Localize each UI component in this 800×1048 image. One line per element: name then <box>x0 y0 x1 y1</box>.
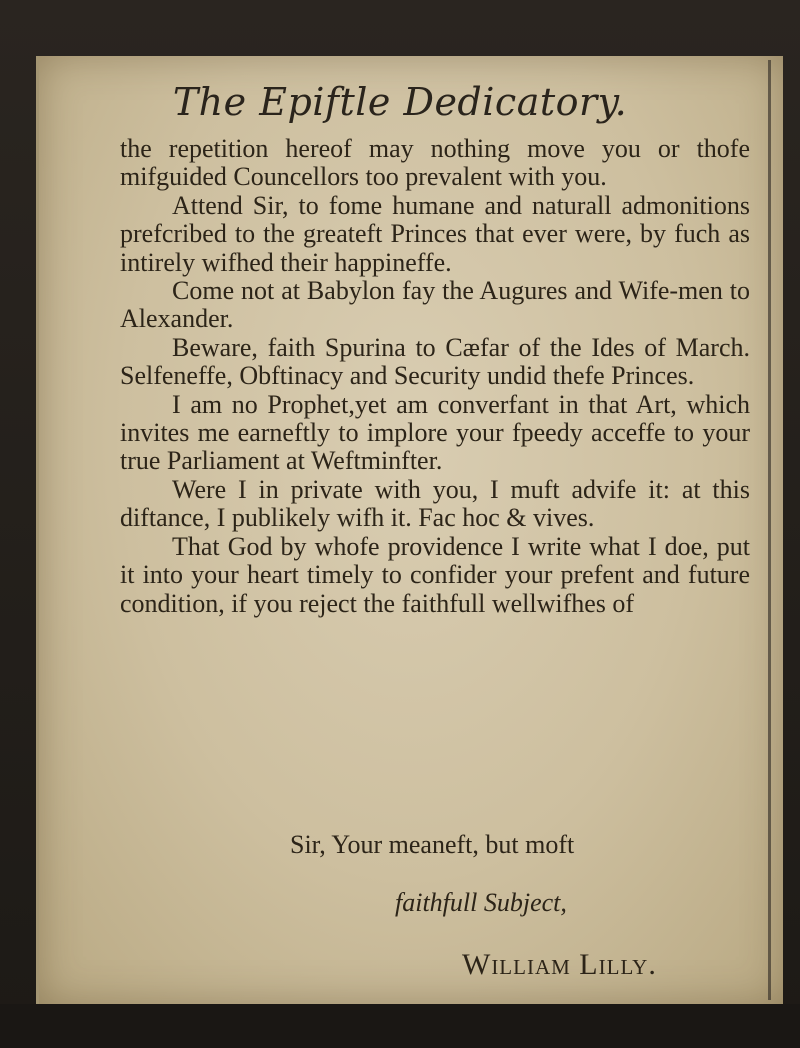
paragraph-2: Attend Sir, to fome humane and naturall admonitions prefcribed to the greateft Princes that ever were, by fuch as intirely wifhed their happineffe. <box>120 190 750 277</box>
paragraph-3: Come not at Babylon fay the Augures and Wife-men to Alexander. <box>120 276 750 334</box>
closing-line-1: Sir, Your meaneft, but moft <box>290 830 575 859</box>
paragraph-1: the repetition hereof may nothing move you or thofe mifguided Councellors too prevalent with you. <box>120 134 750 192</box>
paragraph-7: That God by whofe providence I write what I doe, put it into your heart timely to confider your prefent and future condition, if you reject the faithfull wellwifhes of <box>120 531 750 618</box>
body-text <box>120 135 750 618</box>
signature: William Lilly. <box>462 948 657 981</box>
paragraph-6: Were I in private with you, I muft advife it: at this diftance, I publikely wifh it. Fac hoc & vives. <box>120 474 750 533</box>
running-head: The Epiftle Dedicatory. <box>172 80 628 124</box>
paragraph-5: I am no Prophet,yet am converfant in that Art, which invites me earneftly to implore your fpeedy acceffe to your true Parliament at Weftminfter. <box>120 389 750 476</box>
closing-line-2: faithfull Subject, <box>395 888 567 917</box>
paragraph-4: Beware, faith Spurina to Cæfar of the Ides of March. Selfeneffe, Obftinacy and Security undid thefe Princes. <box>120 332 750 391</box>
scan-bottom-band <box>0 1004 800 1048</box>
page-edge-shadow <box>768 60 771 1000</box>
